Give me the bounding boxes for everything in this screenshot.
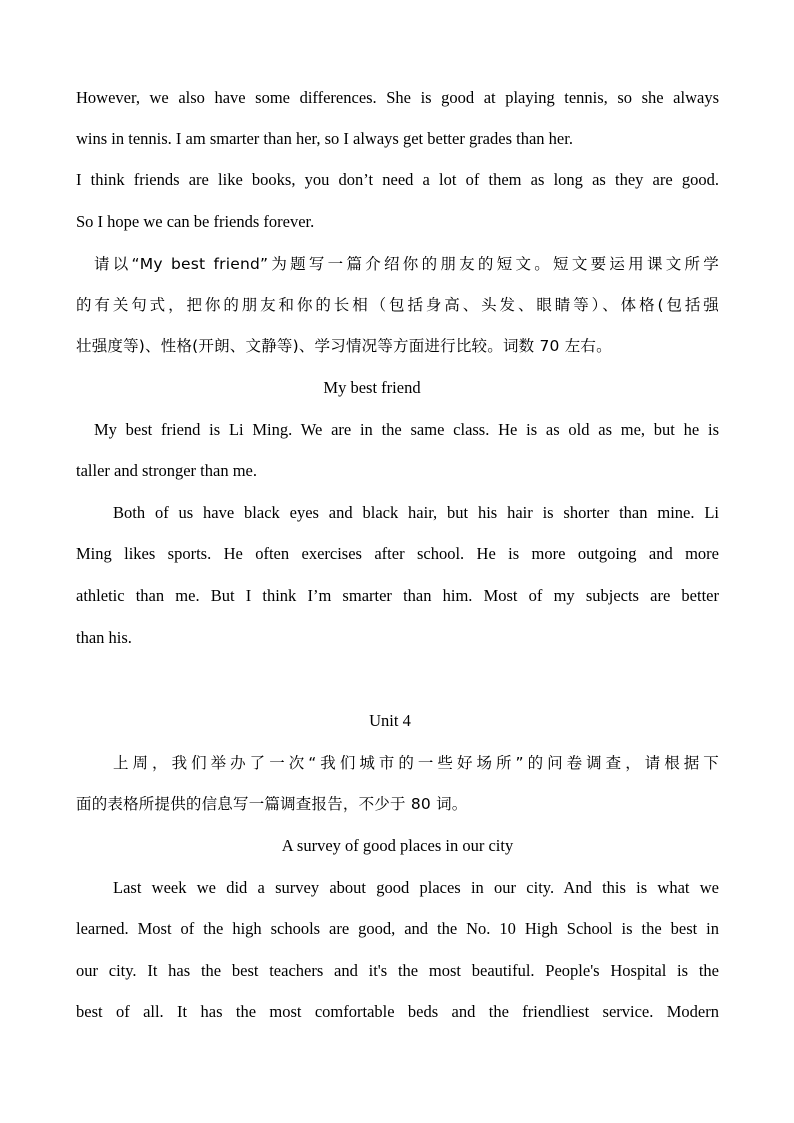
intro-line-1: However, we also have some differences. She is good at playing tennis, so she always: [76, 88, 719, 107]
intro-line-4: So I hope we can be friends forever.: [76, 212, 315, 231]
task-prompt-line-3: 壮强度等)、性格(开朗、文静等)、学习情况等方面进行比较。词数 70 左右。: [76, 337, 612, 355]
unit-4-heading: Unit 4: [369, 711, 411, 730]
essay-1-paragraph-1-line-2: taller and stronger than me.: [76, 461, 257, 480]
intro-line-3: I think friends are like books, you don’t need a lot of them as long as they are good.: [76, 170, 719, 189]
unit-4-prompt-line-1: 上周，我们举办了一次“我们城市的一些好场所”的问卷调查，请根据下: [113, 754, 719, 772]
essay-1-paragraph-2-line-1: Both of us have black eyes and black hair, but his hair is shorter than mine. Li: [113, 503, 719, 522]
essay-1-paragraph-2-line-3: athletic than me. But I think I’m smarter than him. Most of my subjects are better: [76, 586, 719, 605]
essay-1-paragraph-1-line-1: My best friend is Li Ming. We are in the same class. He is as old as me, but he is: [94, 420, 719, 439]
essay-1-paragraph-2-line-2: Ming likes sports. He often exercises after school. He is more outgoing and more: [76, 544, 719, 563]
intro-line-2: wins in tennis. I am smarter than her, so I always get better grades than her.: [76, 129, 573, 148]
task-prompt-line-2: 的有关句式，把你的朋友和你的长相（包括身高、头发、眼睛等）、体格(包括强: [76, 296, 719, 314]
essay-title-my-best-friend: My best friend: [323, 378, 421, 397]
essay-1-paragraph-2-line-4: than his.: [76, 628, 132, 647]
unit-4-prompt-line-2: 面的表格所提供的信息写一篇调查报告，不少于 80 词。: [76, 795, 468, 813]
survey-paragraph-line-2: learned. Most of the high schools are good, and the No. 10 High School is the best in: [76, 919, 719, 938]
essay-title-survey: A survey of good places in our city: [281, 836, 514, 855]
survey-paragraph-line-4: best of all. It has the most comfortable beds and the friendliest service. Modern: [76, 1002, 719, 1021]
survey-paragraph-line-1: Last week we did a survey about good places in our city. And this is what we: [113, 878, 719, 897]
survey-paragraph-line-3: our city. It has the best teachers and it's the most beautiful. People's Hospital is the: [76, 961, 719, 980]
task-prompt-line-1: 请以“My best friend”为题写一篇介绍你的朋友的短文。短文要运用课文所学: [94, 255, 719, 273]
